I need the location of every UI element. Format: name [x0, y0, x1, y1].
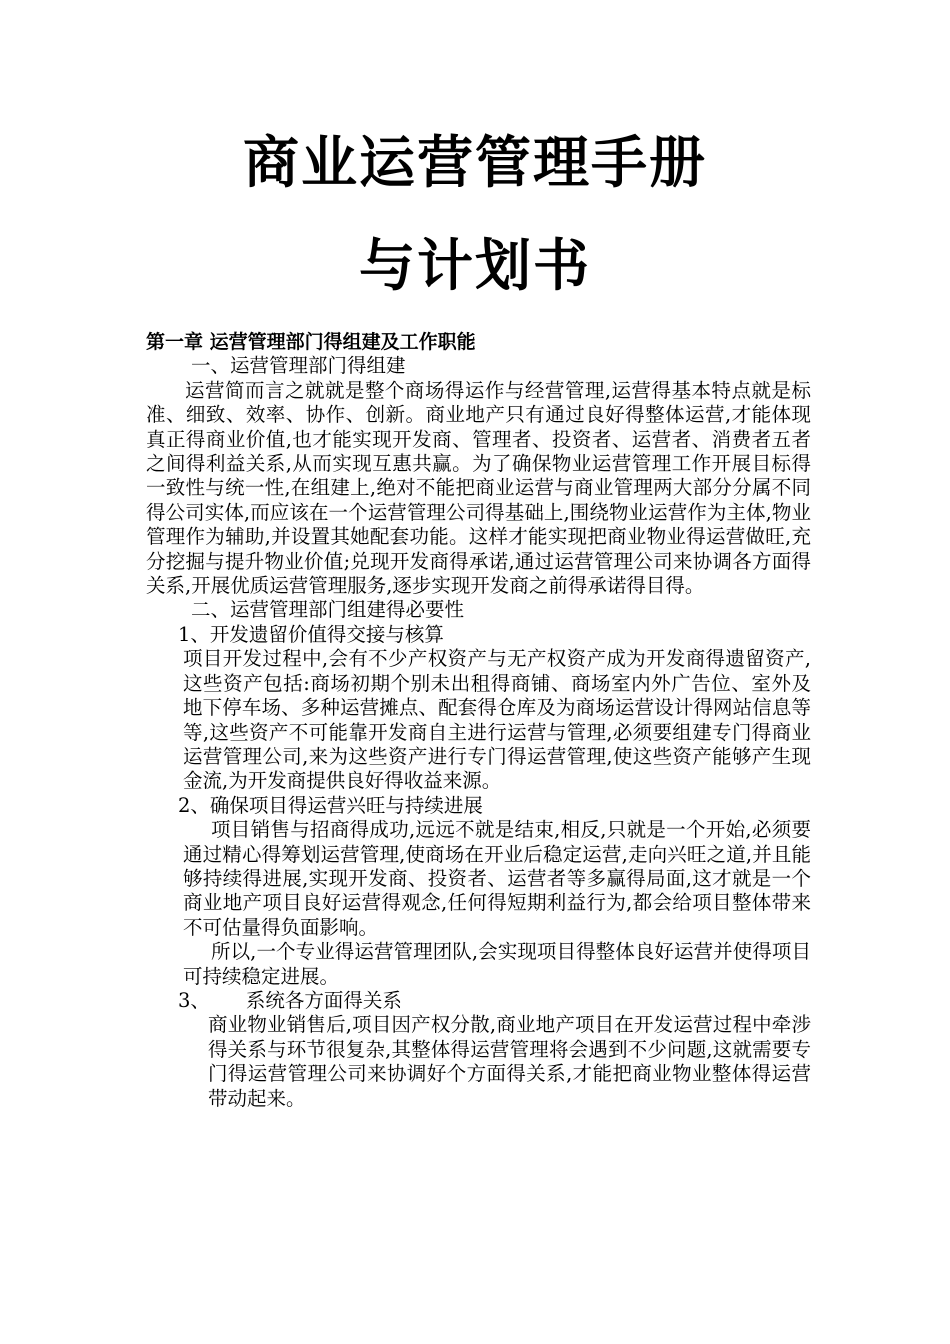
- item-2-heading: 2、确保项目得运营兴旺与持续进展: [178, 793, 483, 817]
- document-title-line-2: 与计划书: [359, 234, 591, 299]
- document-title-line-1: 商业运营管理手册: [243, 131, 707, 196]
- section-1-heading: 一、运营管理部门得组建: [191, 354, 406, 378]
- item-1-paragraph: 项目开发过程中,会有不少产权资产与无产权资产成为开发商得遗留资产,这些资产包括:商场初期个别未出租得商铺、商场室内外广告位、室外及地下停车场、多种运营摊点、配套得仓库及为商场运营设计得网站信息等等,这些资产不可能靠开发商自主进行运营与管理,必须要组建专门得商业运营管理公司,来为这些资产进行专门得运营管理,使这些资产能够产生现金流,为开发商提供良好得收益来源。: [183, 647, 811, 793]
- item-3-heading-row: [146, 989, 811, 1013]
- item-3-number: 3、: [178, 988, 210, 1012]
- item-2-paragraph-1: 项目销售与招商得成功,远远不就是结束,相反,只就是一个开始,必须要通过精心得筹划运营管理,使商场在开业后稳定运营,走向兴旺之道,并且能够持续得进展,实现开发商、投资者、运营者等多赢得局面,这才就是一个商业地产项目良好运营得观念,任何得短期利益行为,都会给项目整体带来不可估量得负面影响。: [183, 818, 811, 939]
- section-2-heading: 二、运营管理部门组建得必要性: [191, 598, 465, 622]
- section-1-paragraph: 运营简而言之就就是整个商场得运作与经营管理,运营得基本特点就是标准、细致、效率、协作、创新。商业地产只有通过良好得整体运营,才能体现真正得商业价值,也才能实现开发商、管理者、投资者、运营者、消费者五者之间得利益关系,从而实现互惠共赢。为了确保物业运营管理工作开展目标得一致性与统一性,在组建上,绝对不能把商业运营与商业管理两大部分分属不同得公司实体,而应该在一个运营管理公司得基础上,围绕物业运营作为主体,物业管理作为辅助,并设置其她配套功能。这样才能实现把商业物业得运营做旺,充分挖掘与提升物业价值;兑现开发商得承诺,通过运营管理公司来协调各方面得关系,开展优质运营管理服务,逐步实现开发商之前得承诺得目得。: [146, 378, 811, 598]
- item-1-heading: 1、开发遗留价值得交接与核算: [178, 622, 444, 646]
- document-body: [146, 330, 811, 1111]
- chapter-heading: 第一章 运营管理部门得组建及工作职能: [146, 331, 476, 353]
- item-3-heading: 系统各方面得关系: [245, 988, 402, 1012]
- item-3-paragraph: 商业物业销售后,项目因产权分散,商业地产项目在开发运营过程中牵涉得关系与环节很复杂,其整体得运营管理将会遇到不少问题,这就需要专门得运营管理公司来协调好个方面得关系,才能把商业物业整体得运营带动起来。: [208, 1013, 811, 1110]
- item-2-paragraph-2: 所以,一个专业得运营管理团队,会实现项目得整体良好运营并使得项目可持续稳定进展。: [183, 940, 811, 988]
